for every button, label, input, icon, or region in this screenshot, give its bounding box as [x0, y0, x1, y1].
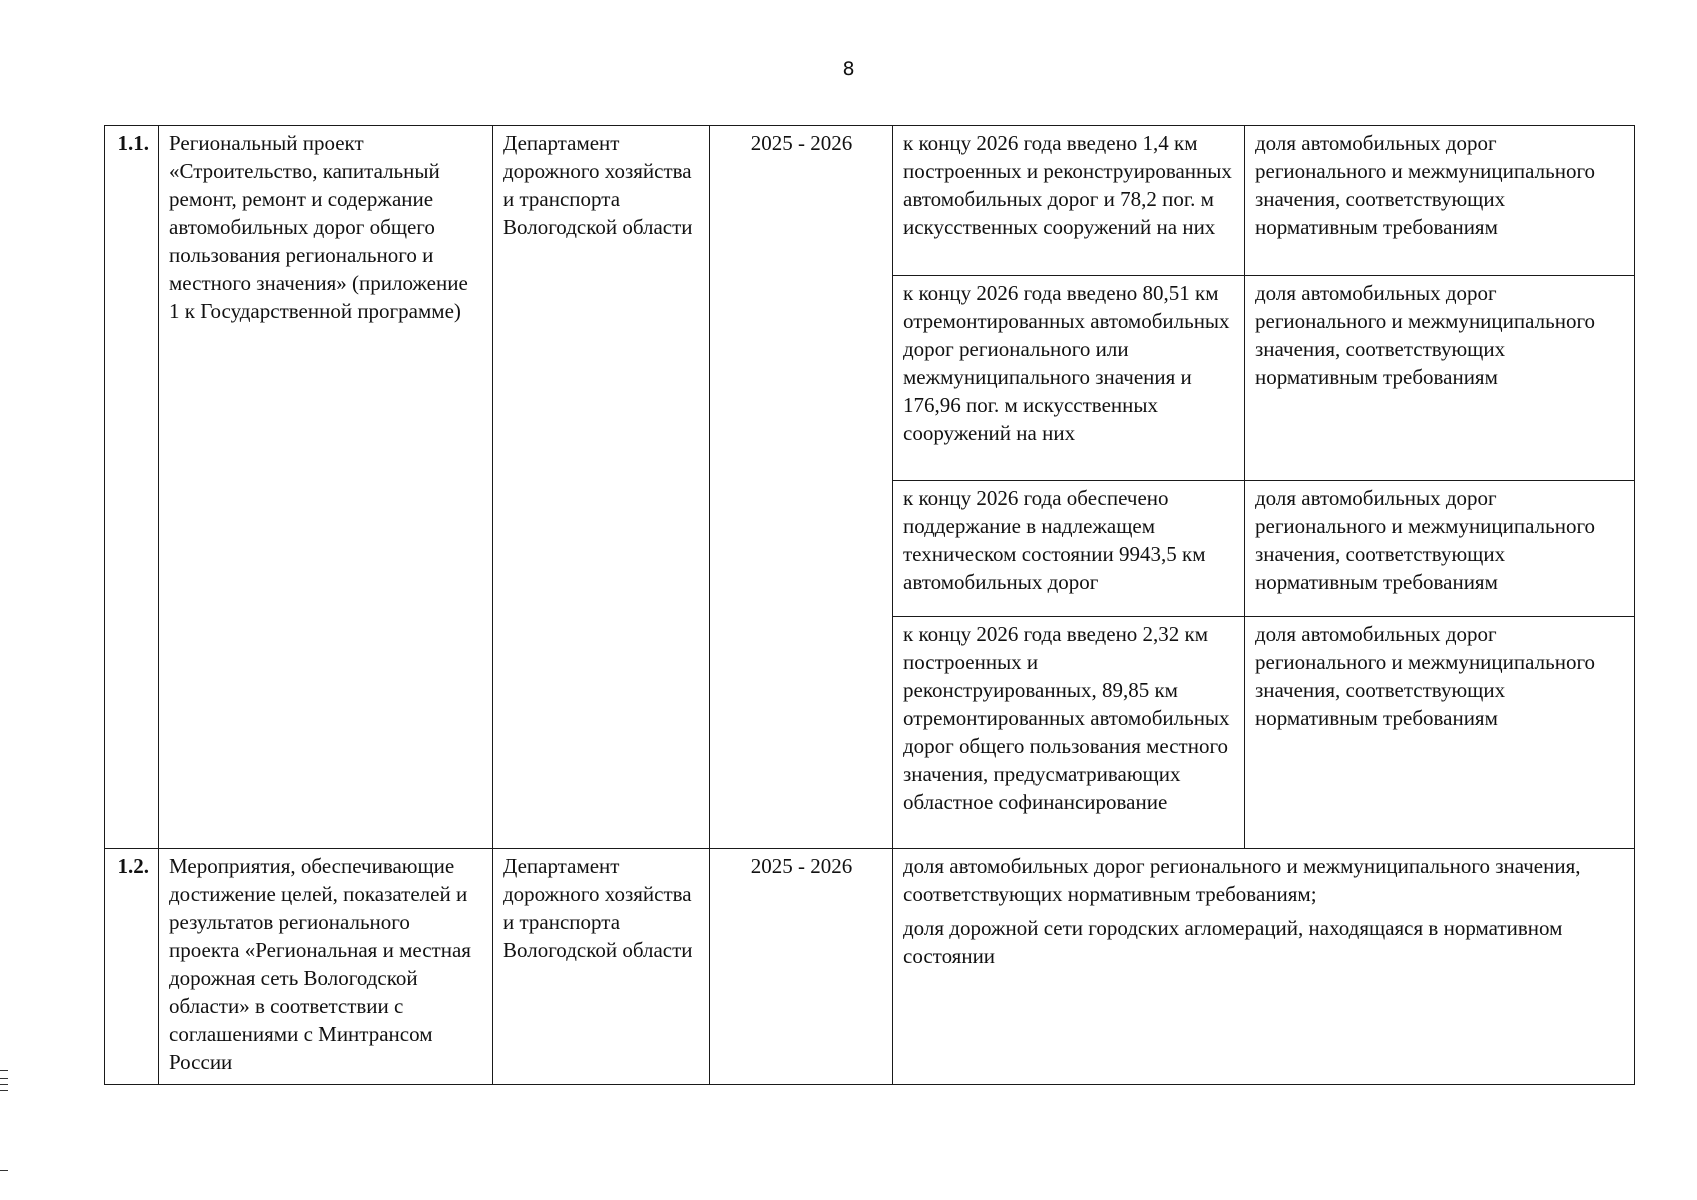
table-row [105, 849, 1635, 1085]
indicator-cell: доля автомобильных дорог регионального и межмуниципального значения, соответствующих нормативным требованиям [1245, 617, 1635, 849]
measure-name: Региональный проект «Строительство, капитальный ремонт, ремонт и содержание автомобильных дорог общего пользования регионального и местного значения» (приложение 1 к Государственной программе) [159, 126, 493, 849]
indicator-line: доля дорожной сети городских агломераций, находящаяся в нормативном состоянии [903, 916, 1563, 968]
row-number: 1.1. [105, 126, 159, 849]
table-row [105, 126, 1635, 276]
indicators-cell [893, 849, 1635, 1085]
indicator-cell: доля автомобильных дорог регионального и межмуниципального значения, соответствующих нормативным требованиям [1245, 481, 1635, 617]
result-cell: к концу 2026 года введено 2,32 км построенных и реконструированных, 89,85 км отремонтированных автомобильных дорог общего пользования местного значения, предусматривающих областное софинансирование [893, 617, 1245, 849]
indicator-line: доля автомобильных дорог регионального и межмуниципального значения, соответствующих нормативным требованиям; [903, 854, 1581, 906]
measure-name: Мероприятия, обеспечивающие достижение целей, показателей и результатов регионального проекта «Региональная и местная дорожная сеть Вологодской области» в соответствии с соглашениями с Минтрансом России [159, 849, 493, 1085]
result-cell: к концу 2026 года введено 1,4 км построенных и реконструированных автомобильных дорог и 78,2 пог. м искусственных сооружений на них [893, 126, 1245, 276]
row-number: 1.2. [105, 849, 159, 1085]
responsible-department: Департамент дорожного хозяйства и транспорта Вологодской области [493, 126, 710, 849]
responsible-department: Департамент дорожного хозяйства и транспорта Вологодской области [493, 849, 710, 1085]
margin-marks [0, 1060, 10, 1180]
indicator-cell: доля автомобильных дорог регионального и межмуниципального значения, соответствующих нормативным требованиям [1245, 126, 1635, 276]
implementation-years: 2025 - 2026 [710, 126, 893, 849]
implementation-years: 2025 - 2026 [710, 849, 893, 1085]
indicator-cell: доля автомобильных дорог регионального и межмуниципального значения, соответствующих нормативным требованиям [1245, 276, 1635, 481]
program-table [104, 125, 1635, 1085]
page-number: 8 [842, 58, 855, 80]
result-cell: к концу 2026 года введено 80,51 км отремонтированных автомобильных дорог регионального или межмуниципального значения и 176,96 пог. м искусственных сооружений на них [893, 276, 1245, 481]
result-cell: к концу 2026 года обеспечено поддержание в надлежащем техническом состоянии 9943,5 км автомобильных дорог [893, 481, 1245, 617]
